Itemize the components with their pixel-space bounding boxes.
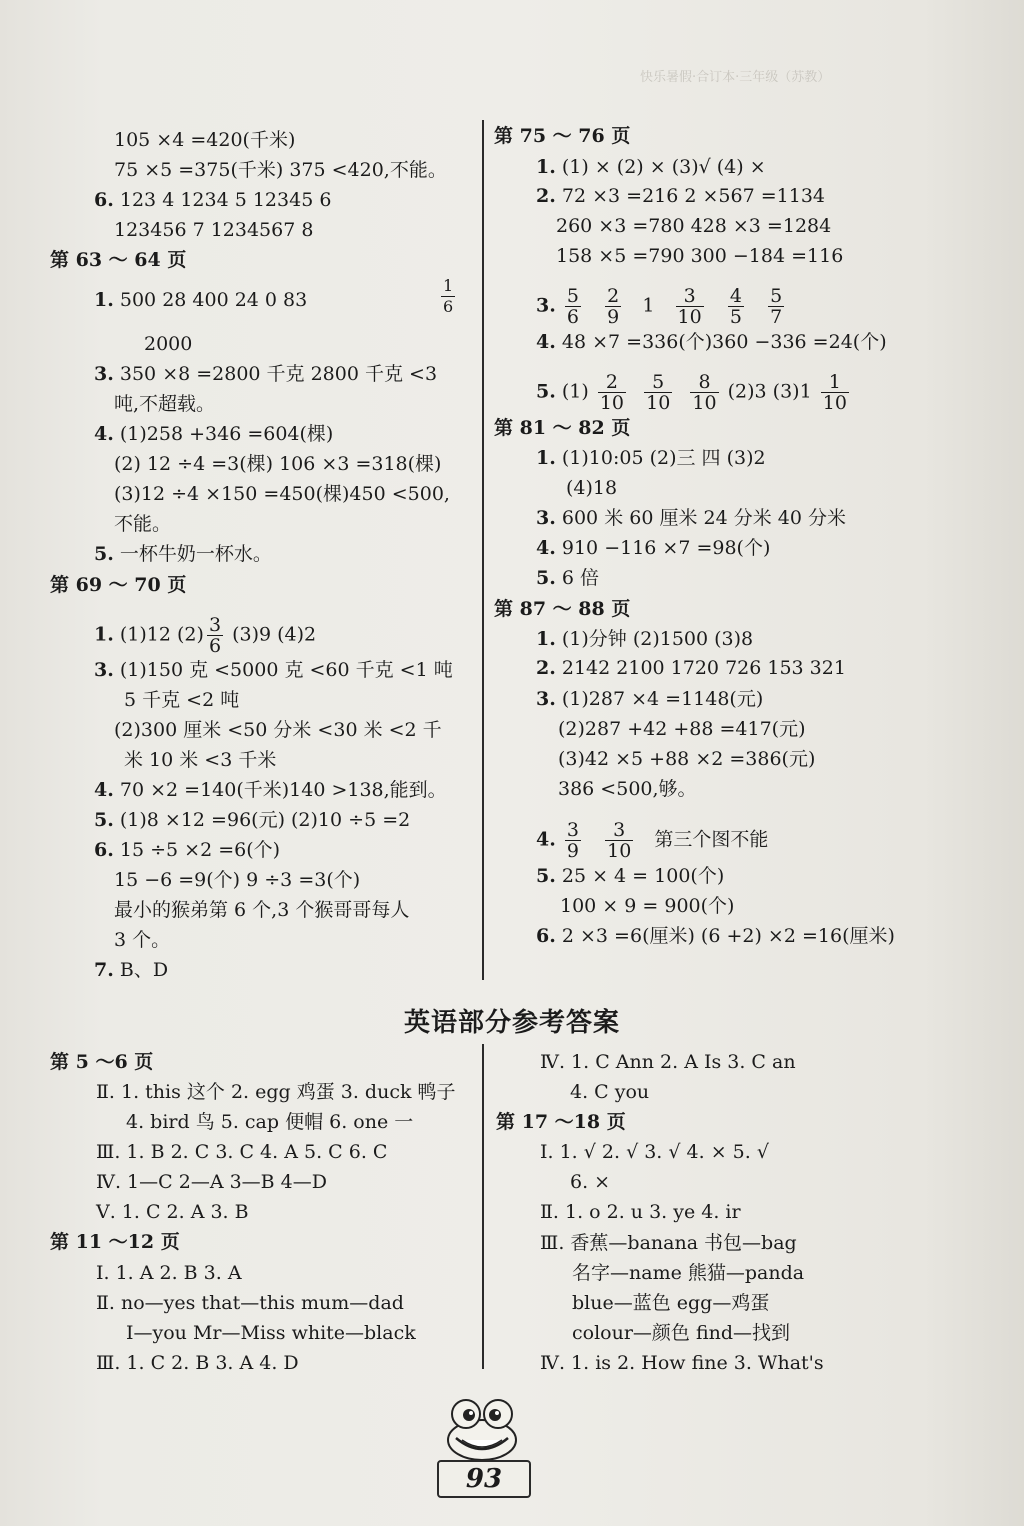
answer-line: 386 <500,够。 [558, 778, 697, 800]
fraction [441, 276, 455, 317]
answer-line: Ⅱ. 1. this 这个 2. egg 鸡蛋 3. duck 鸭子 [96, 1081, 456, 1103]
answer-line [536, 627, 753, 651]
answer-line [536, 184, 825, 208]
answer-line: 最小的猴弟第 6 个,3 个猴哥哥每人 [114, 899, 410, 921]
answer-text: 910 −116 ×7 =98(个) [555, 537, 771, 559]
answer-line: 名字—name 熊猫—panda [572, 1262, 805, 1284]
answer-line: (2) 12 ÷4 =3(棵) 106 ×3 =318(棵) [114, 453, 442, 475]
answer-line: Ⅱ. no—yes that—this mum—dad [96, 1292, 404, 1314]
answer-line [536, 566, 599, 590]
answer-line: (2)300 厘米 <50 分米 <30 米 <2 千 [114, 719, 442, 741]
denominator: 10 [677, 306, 702, 328]
item-number: 1. [536, 447, 556, 469]
item-number: 3. [94, 363, 114, 385]
numerator: 5 [770, 285, 783, 307]
denominator: 10 [646, 392, 671, 414]
denominator: 6 [208, 635, 222, 657]
answer-line [536, 536, 770, 560]
item-number: 5. [94, 809, 114, 831]
answer-line: 123456 7 1234567 8 [114, 219, 314, 241]
answer-text: (1)12 (2) [113, 623, 204, 646]
page-range-heading: 第 11 ～12 页 [50, 1231, 180, 1253]
answer-text: (1)287 ×4 =1148(元) [555, 688, 764, 710]
item-number: 6. [94, 189, 114, 211]
answer-line: Ⅰ. 1. √ 2. √ 3. √ 4. × 5. √ [540, 1141, 769, 1163]
answer-line [536, 864, 724, 888]
answer-line: 4. bird 鸟 5. cap 便帽 6. one 一 [126, 1111, 414, 1133]
answer-line: blue—蓝色 egg—鸡蛋 [572, 1292, 770, 1314]
answer-line [94, 288, 307, 312]
answer-line [94, 188, 331, 212]
answer-line: Ⅱ. 1. o 2. u 3. ye 4. ir [540, 1201, 741, 1223]
answer-line: colour—颜色 find—找到 [572, 1322, 791, 1344]
fraction [690, 372, 718, 413]
fraction [768, 286, 784, 327]
numerator: 5 [644, 372, 672, 393]
answer-text: (1)258 +346 =604(棵) [113, 423, 334, 445]
answer-line: 6. × [570, 1171, 611, 1193]
answer-text: (1)8 ×12 =96(元) (2)10 ÷5 =2 [113, 809, 411, 831]
item-number: 5. [536, 865, 556, 887]
item-number: 4. [536, 331, 556, 353]
fraction [207, 615, 223, 656]
answer-line [536, 687, 763, 711]
answer-line [536, 506, 846, 530]
answer-line: Ⅰ. 1. A 2. B 3. A [96, 1262, 242, 1284]
answer-line [536, 820, 768, 861]
answer-text: 6 倍 [555, 567, 600, 589]
answer-line [94, 808, 410, 832]
item-number: 3. [94, 659, 114, 681]
fraction [565, 286, 581, 327]
answer-text: 600 米 60 厘米 24 分米 40 分米 [555, 507, 846, 529]
answer-text: 2142 2100 1720 726 153 321 [555, 657, 846, 679]
numerator: 4 [729, 285, 742, 307]
answer-line: 5 千克 <2 吨 [124, 689, 240, 711]
answer-text: 48 ×7 =336(个)360 −336 =24(个) [555, 331, 887, 353]
answer-line: 158 ×5 =790 300 −184 =116 [556, 245, 844, 267]
numerator: 8 [690, 372, 718, 393]
answer-line: (4)18 [566, 477, 618, 499]
item-number: 4. [536, 828, 556, 851]
answer-line: Ⅲ. 1. B 2. C 3. C 4. A 5. C 6. C [96, 1141, 388, 1163]
answer-line: Ⅴ. 1. C 2. A 3. B [96, 1201, 249, 1223]
column-divider-top [482, 120, 484, 980]
answer-line [94, 615, 316, 656]
answer-line [536, 155, 766, 179]
page-range-heading: 第 17 ～18 页 [496, 1111, 626, 1133]
denominator: 9 [566, 840, 579, 862]
answer-line [94, 422, 333, 446]
answer-text: (3)9 (4)2 [226, 623, 317, 646]
answer-line [536, 330, 887, 354]
answer-line [536, 924, 895, 948]
numerator: 5 [566, 285, 579, 307]
answer-text: 350 ×8 =2800 千克 2800 千克 <3 [113, 363, 438, 385]
answer-line: Ⅳ. 1. is 2. How fine 3. What's [540, 1352, 824, 1374]
denominator: 6 [566, 306, 579, 328]
answer-text: 25 × 4 = 100(个) [555, 865, 725, 887]
page-range-heading: 第 87 ～ 88 页 [494, 598, 631, 620]
frog-mascot-icon [440, 1392, 524, 1464]
answer-text: 500 28 400 24 0 83 [113, 289, 308, 311]
item-number: 4. [94, 779, 114, 801]
item-number: 3. [536, 294, 556, 317]
denominator: 10 [599, 392, 625, 414]
item-number: 6. [536, 925, 556, 947]
denominator: 7 [770, 306, 783, 328]
item-number: 1. [94, 623, 114, 646]
fraction [598, 372, 626, 413]
page-range-heading: 第 63 ～ 64 页 [50, 249, 187, 271]
answer-line: Ⅳ. 1. C Ann 2. A Is 3. C an [540, 1051, 796, 1073]
page-range-heading: 第 81 ～ 82 页 [494, 417, 631, 439]
numerator: 3 [605, 820, 633, 841]
fraction [644, 372, 672, 413]
answer-line [536, 372, 852, 413]
page-number: 93 [437, 1460, 531, 1498]
fraction [605, 286, 621, 327]
numerator: 1 [821, 372, 849, 393]
page-range-heading: 第 5 ～6 页 [50, 1051, 154, 1073]
answer-line [94, 958, 168, 982]
column-divider-bottom [482, 1044, 484, 1369]
numerator: 3 [566, 819, 579, 841]
item-number: 5. [94, 543, 114, 565]
answer-line: 不能。 [114, 513, 172, 535]
answer-line [94, 838, 280, 862]
answer-line: 15 −6 =9(个) 9 ÷3 =3(个) [114, 869, 361, 891]
answer-line: 105 ×4 =420(千米) [114, 129, 296, 151]
numerator: 1 [443, 276, 454, 295]
answer-text: B、D [113, 959, 169, 981]
denominator: 6 [443, 297, 454, 316]
answer-line [536, 286, 787, 327]
fraction [821, 372, 849, 413]
item-number: 4. [536, 537, 556, 559]
item-number: 3. [536, 507, 556, 529]
item-number: 1. [536, 628, 556, 650]
header-faint-text: 快乐暑假·合订本·三年级（苏教） [640, 70, 831, 85]
answer-text: (1)150 克 <5000 克 <60 千克 <1 吨 [113, 659, 453, 681]
denominator: 5 [729, 306, 742, 328]
answer-line: 3 个。 [114, 929, 171, 951]
fraction [565, 820, 581, 861]
answer-line [536, 446, 766, 470]
answer-text: 2 ×3 =6(厘米) (6 +2) ×2 =16(厘米) [555, 925, 895, 947]
answer-line: 260 ×3 =780 428 ×3 =1284 [556, 215, 832, 237]
answer-line: 2000 [144, 333, 193, 355]
answer-line: 米 10 米 <3 千米 [124, 749, 277, 771]
numerator: 3 [208, 614, 222, 636]
answer-text: (1) × (2) × (3)√ (4) × [555, 156, 766, 178]
answer-line: Ⅲ. 香蕉—banana 书包—bag [540, 1232, 797, 1254]
numerator: 2 [598, 372, 626, 393]
fraction [676, 286, 704, 327]
answer-line [94, 778, 447, 802]
item-number: 1. [536, 156, 556, 178]
fraction [728, 286, 744, 327]
page-range-heading: 第 69 ～ 70 页 [50, 574, 187, 596]
answer-line: 100 × 9 = 900(个) [560, 895, 735, 917]
answer-text: 1 [642, 294, 655, 317]
answer-text: 第三个图不能 [654, 828, 769, 851]
item-number: 5. [536, 567, 556, 589]
denominator: 9 [607, 306, 620, 328]
denominator: 10 [607, 840, 632, 862]
answer-line [94, 542, 272, 566]
item-number: 3. [536, 688, 556, 710]
answer-text: 一杯牛奶一杯水。 [113, 543, 272, 565]
numerator: 2 [607, 285, 620, 307]
answer-line: 75 ×5 =375(千米) 375 <420,不能。 [114, 159, 447, 181]
answer-line: I—you Mr—Miss white—black [126, 1322, 416, 1344]
answer-line: (3)12 ÷4 ×150 =450(棵)450 <500, [114, 483, 450, 505]
page-range-heading: 第 75 ～ 76 页 [494, 125, 631, 147]
answer-line: Ⅲ. 1. C 2. B 3. A 4. D [96, 1352, 299, 1374]
denominator: 10 [822, 392, 847, 414]
item-number: 5. [536, 380, 556, 403]
answer-text: (1)分钟 (2)1500 (3)8 [555, 628, 754, 650]
answer-line: (2)287 +42 +88 =417(元) [558, 718, 806, 740]
item-number: 2. [536, 657, 556, 679]
answer-text: 70 ×2 =140(千米)140 >138,能到。 [113, 779, 447, 801]
item-number: 1. [94, 289, 114, 311]
answer-text: 123 4 1234 5 12345 6 [113, 189, 332, 211]
answer-line [536, 656, 846, 680]
answer-text: 72 ×3 =216 2 ×567 =1134 [555, 185, 825, 207]
answer-text: (1) [555, 380, 589, 403]
item-number: 4. [94, 423, 114, 445]
item-number: 2. [536, 185, 556, 207]
numerator: 3 [676, 286, 704, 307]
item-number: 6. [94, 839, 114, 861]
answer-line: 4. C you [570, 1081, 650, 1103]
answer-line [94, 362, 437, 386]
answer-line: (3)42 ×5 +88 ×2 =386(元) [558, 748, 816, 770]
answer-text: (2)3 (3)1 [727, 380, 812, 403]
answer-line: Ⅳ. 1—C 2—A 3—B 4—D [96, 1171, 327, 1193]
fraction [605, 820, 633, 861]
answer-text: (1)10:05 (2)三 四 (3)2 [555, 447, 766, 469]
item-number: 7. [94, 959, 114, 981]
answer-text: 15 ÷5 ×2 =6(个) [113, 839, 281, 861]
answer-line [94, 658, 453, 682]
answer-line: 吨,不超载。 [114, 393, 216, 415]
section-title: 英语部分参考答案 [403, 1008, 620, 1038]
denominator: 10 [692, 392, 717, 414]
